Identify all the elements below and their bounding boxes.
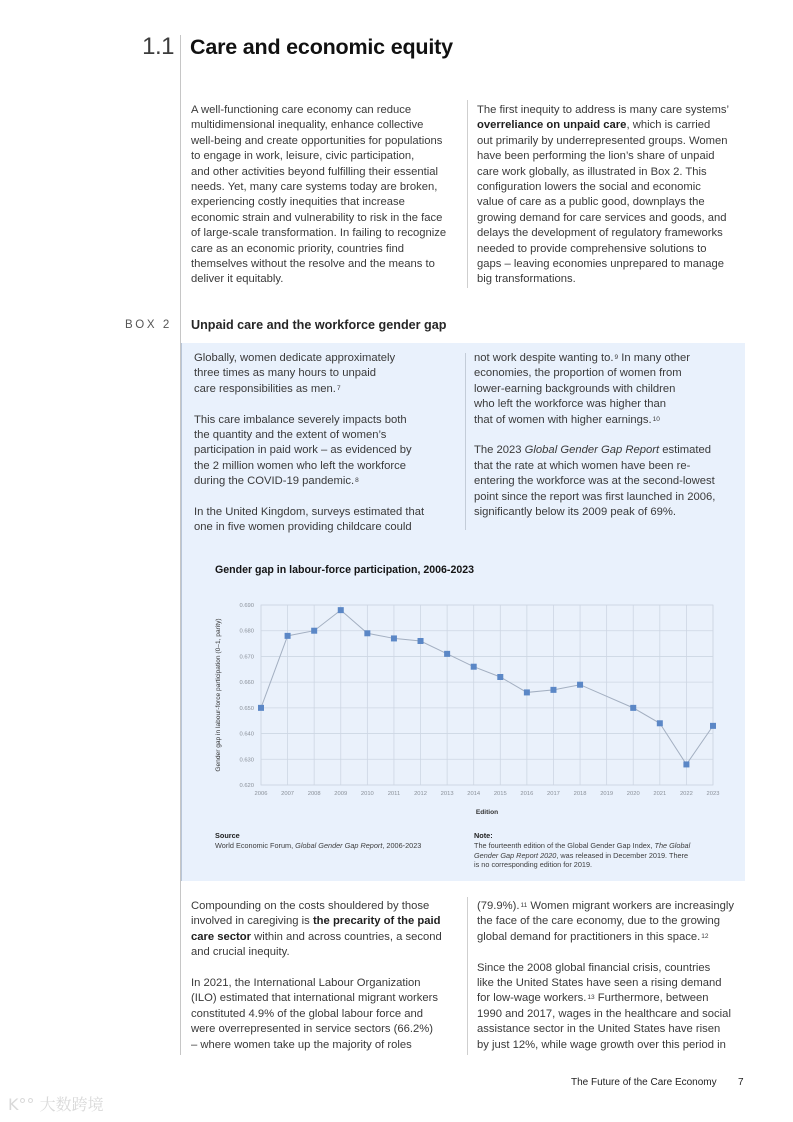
x-tick-label: 2010 <box>360 791 374 797</box>
data-point <box>577 682 583 688</box>
data-point <box>683 761 689 767</box>
text-line: gaps – leaving economies unprepared to manage <box>477 257 725 270</box>
text-line: and other activities beyond fulfilling their essential <box>191 165 439 178</box>
text-line: growing demand for care services and goods, and <box>477 211 727 224</box>
text-line: not work despite wanting to.$^9$ In many other <box>474 352 691 364</box>
x-tick-label: 2023 <box>706 791 720 797</box>
y-tick-label: 0.690 <box>239 603 254 609</box>
plot-area <box>261 605 713 785</box>
y-tick-label: 0.640 <box>239 731 254 738</box>
note-label: Note: <box>474 831 493 840</box>
text-line: – where women take up the majority of roles <box>191 1038 412 1051</box>
box-left-column <box>194 351 424 536</box>
x-tick-label: 2006 <box>254 791 268 797</box>
x-tick-label: 2014 <box>467 791 481 797</box>
footnote-ref: 10 <box>652 415 660 423</box>
data-point <box>338 607 344 613</box>
y-tick-label: 0.680 <box>239 628 254 635</box>
x-tick-label: 2009 <box>334 791 348 797</box>
text-line: the face of the care economy, due to the growing <box>477 915 721 928</box>
text-line: lower-earning backgrounds with children <box>474 382 676 395</box>
text-line: (79.9%).$^{11}$ Women migrant workers are increasingly <box>477 900 735 912</box>
text-line: that the rate at which women have been re- <box>474 459 691 472</box>
data-point <box>550 687 556 693</box>
x-tick-label: 2017 <box>547 791 560 797</box>
italic-text: Global Gender Gap Report <box>524 444 660 457</box>
footnote-ref: 12 <box>701 932 709 940</box>
text-line: delays the development of regulatory frameworks <box>477 227 723 240</box>
text-line: economic strain and vulnerability to risk in the face <box>191 211 443 224</box>
chart-title: Gender gap in labour-force participation, 2006-2023 <box>215 564 475 576</box>
text-line: value of care as a public good, downplays the <box>477 196 705 209</box>
body-right-column <box>477 899 734 1053</box>
data-point <box>657 720 663 726</box>
note-text <box>474 841 690 870</box>
text-line: the 2 million women who left the workforce <box>194 459 406 472</box>
text-line: big transformations. <box>477 273 576 286</box>
text-line: experiencing costly inequities that increase <box>191 196 405 209</box>
section-number: 1.1 <box>142 33 174 60</box>
text-line: assistance sector in the United States have risen <box>477 1023 721 1036</box>
x-tick-label: 2019 <box>600 791 614 797</box>
x-tick-label: 2011 <box>387 791 401 797</box>
text-line: multidimensional inequality, enhance collective <box>191 119 424 132</box>
footnote-ref: 9 <box>614 354 619 361</box>
text-line: entering the workforce was at the second-lowest <box>474 475 715 488</box>
text-line: needs. Yet, many care systems today are broken, <box>191 180 438 193</box>
text-line: constituted 4.9% of the global labour force and <box>191 1007 424 1020</box>
x-tick-label: 2022 <box>679 791 693 797</box>
data-point <box>630 705 636 711</box>
text-line: the quantity and the extent of women’s <box>194 428 387 441</box>
text-line: The first inequity to address is many care systems’ <box>477 104 729 116</box>
x-tick-label: 2018 <box>573 791 587 797</box>
text-line: 1990 and 2017, wages in the healthcare and social <box>477 1007 731 1020</box>
text-line: one in five women providing childcare could <box>194 521 412 534</box>
x-tick-label: 2008 <box>307 791 321 797</box>
text-line: The 2023 Global Gender Gap Report estimated <box>474 444 712 457</box>
text-line: during the COVID-19 pandemic.$^8$ <box>194 475 359 488</box>
text-line: This care imbalance severely impacts both <box>194 413 407 426</box>
bold-text: overreliance on unpaid care <box>477 119 627 132</box>
y-axis-title: Gender gap in labour-force participation (0–1, parity) <box>215 618 222 772</box>
italic-text: Global Gender Gap Report <box>295 840 383 850</box>
footnote-ref: 7 <box>336 384 341 392</box>
text-line: significantly below its 2009 peak of 69%. <box>474 505 676 518</box>
chart-grid <box>261 605 713 785</box>
y-tick-label: 0.670 <box>239 654 254 661</box>
text-line: were overrepresented in service sectors (66.2%) <box>191 1023 433 1036</box>
footnote-ref: 11 <box>520 902 528 909</box>
text-line: Gender Gap Report 2020, was released in December 2019. There <box>474 850 689 860</box>
text-line: Globally, women dedicate approximately <box>194 352 396 364</box>
x-tick-label: 2013 <box>440 791 454 797</box>
text-line: In 2021, the International Labour Organization <box>191 976 421 989</box>
y-tick-label: 0.630 <box>239 757 254 764</box>
y-tick-label: 0.620 <box>239 783 254 789</box>
text-line: World Economic Forum, Global Gender Gap Report, 2006-2023 <box>215 840 422 850</box>
x-tick-label: 2015 <box>493 791 507 797</box>
x-tick-label: 2007 <box>281 791 295 797</box>
source-text <box>215 841 421 851</box>
text-line: out primarily by underrepresented groups. Women <box>477 134 728 147</box>
section-title: Care and economic equity <box>190 35 453 59</box>
box-left-border <box>181 343 182 881</box>
data-point <box>258 705 264 711</box>
x-tick-label: 2021 <box>653 791 667 797</box>
data-point <box>285 633 291 639</box>
text-line <box>194 490 424 505</box>
text-line: care work globally, as illustrated in Box 2. This <box>477 165 707 178</box>
text-line: deliver it equitably. <box>191 273 284 286</box>
data-point <box>444 651 450 657</box>
text-line: themselves without the resolve and the means to <box>191 257 435 270</box>
data-point <box>710 723 716 729</box>
box-right-column <box>474 351 715 520</box>
italic-text: The Global <box>654 840 691 850</box>
data-point <box>418 638 424 644</box>
text-line <box>194 397 424 412</box>
text-line: care responsibilities as men.$^7$ <box>194 382 341 395</box>
text-line: like the United States have seen a rising demand <box>477 976 722 989</box>
text-line: involved in caregiving is the precarity of the paid <box>191 915 441 928</box>
text-line: A well-functioning care economy can reduce <box>191 104 412 116</box>
body-left-column <box>191 899 442 1053</box>
y-tick-label: 0.660 <box>239 680 254 687</box>
text-line <box>191 961 442 976</box>
intro-left-column <box>191 103 446 288</box>
data-point <box>391 635 397 641</box>
text-line: Compounding on the costs shouldered by those <box>191 900 430 912</box>
column-divider <box>467 100 468 288</box>
watermark: K°° 大数跨境 <box>8 1095 104 1114</box>
column-divider <box>467 897 468 1055</box>
text-line: global demand for practitioners in this space.$^{12}$ <box>477 930 709 943</box>
italic-text: Gender Gap Report 2020 <box>474 850 557 860</box>
y-tick-label: 0.650 <box>239 705 254 712</box>
source-label: Source <box>215 831 240 840</box>
text-line: care sector within and across countries, a second <box>191 930 442 943</box>
text-line: have been performing the lion’s share of unpaid <box>477 150 715 163</box>
text-line: point since the report was first launched in 2006, <box>474 490 716 503</box>
x-axis-title: Edition <box>475 809 499 816</box>
footer-report-title: The Future of the Care Economy <box>571 1077 717 1088</box>
text-line: economies, the proportion of women from <box>474 367 682 380</box>
text-line: needed to provide comprehensive solutions to <box>477 242 707 255</box>
data-point <box>471 664 477 670</box>
text-line: well-being and create opportunities for populations <box>191 134 443 147</box>
text-line: configuration lowers the social and economic <box>477 180 701 193</box>
text-line: In the United Kingdom, surveys estimated that <box>194 505 425 518</box>
x-tick-label: 2016 <box>520 791 534 797</box>
line-chart <box>205 595 725 820</box>
text-line: for low-wage workers.$^{13}$ Furthermore, between <box>477 992 709 1005</box>
text-line: of large-scale transformation. In failing to recognize <box>191 227 447 240</box>
text-line: overreliance on unpaid care, which is carried <box>477 119 711 132</box>
text-line: to engage in work, leisure, civic participation, <box>191 150 415 163</box>
text-line: Since the 2008 global financial crisis, countries <box>477 961 711 974</box>
text-line: is no corresponding edition for 2019. <box>474 860 593 870</box>
text-line <box>474 428 715 443</box>
box-label: BOX 2 <box>125 319 172 331</box>
intro-right-column <box>477 103 729 288</box>
text-line: that of women with higher earnings.$^{10}$ <box>474 413 660 426</box>
text-line: (ILO) estimated that international migrant workers <box>191 992 438 1005</box>
chart-source <box>215 831 421 851</box>
chart-note <box>474 831 690 870</box>
text-line: by just 12%, while wage growth over this period in <box>477 1038 726 1051</box>
text-line: care as an economic priority, countries find <box>191 242 405 255</box>
x-tick-label: 2020 <box>626 791 640 797</box>
box-title: Unpaid care and the workforce gender gap <box>191 318 447 332</box>
text-line <box>477 945 734 960</box>
box-column-divider <box>465 353 466 530</box>
footnote-ref: 8 <box>355 477 359 485</box>
text-line: three times as many hours to unpaid <box>194 367 376 380</box>
text-line: who left the workforce was higher than <box>474 398 666 411</box>
x-tick-label: 2012 <box>414 791 427 797</box>
text-line: and crucial inequity. <box>191 946 290 959</box>
data-point <box>364 630 370 636</box>
bold-text: the precarity of the paid <box>312 915 441 928</box>
footnote-ref: 13 <box>587 994 595 1002</box>
text-line: participation in paid work – as evidenced by <box>194 444 412 457</box>
data-point <box>497 674 503 680</box>
text-line: The fourteenth edition of the Global Gender Gap Index, The Global <box>474 840 691 850</box>
page-number: 7 <box>738 1077 744 1088</box>
data-point <box>524 689 530 695</box>
data-point <box>311 628 317 634</box>
bold-text: care sector <box>191 930 252 943</box>
